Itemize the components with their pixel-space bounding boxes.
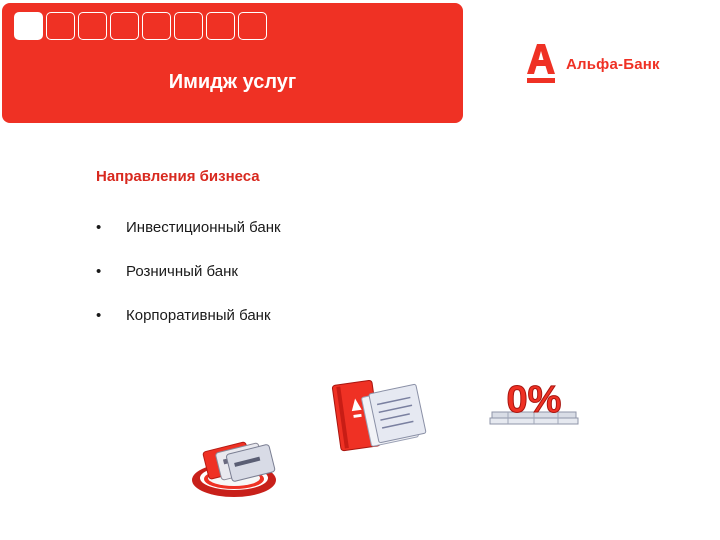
list-item-label: Инвестиционный банк — [126, 219, 281, 236]
slide-tabs — [14, 12, 267, 40]
list-item-label: Розничный банк — [126, 263, 238, 280]
list-item-label: Корпоративный банк — [126, 307, 271, 324]
section-title: Направления бизнеса — [96, 168, 260, 185]
slide-tab-2[interactable] — [46, 12, 75, 40]
slide-tab-7[interactable] — [206, 12, 235, 40]
percent-label: 0% — [506, 379, 562, 421]
bullet: • — [96, 219, 102, 236]
slide-tab-8[interactable] — [238, 12, 267, 40]
alfa-a-icon — [526, 42, 556, 86]
slide-tab-6[interactable] — [174, 12, 203, 40]
slide-tab-4[interactable] — [110, 12, 139, 40]
bullet: • — [96, 263, 102, 280]
cards-on-plate-icon — [188, 432, 288, 500]
documents-folder-icon — [330, 372, 434, 458]
logo-text: Альфа-Банк — [566, 55, 660, 73]
bullet: • — [96, 307, 102, 324]
page-title: Имидж услуг — [168, 71, 297, 93]
zero-percent-icon — [488, 376, 580, 430]
slide-tab-1[interactable] — [14, 12, 43, 40]
alfa-bank-logo — [526, 42, 660, 86]
slide-tab-3[interactable] — [78, 12, 107, 40]
slide-tab-5[interactable] — [142, 12, 171, 40]
header-panel — [2, 3, 463, 123]
